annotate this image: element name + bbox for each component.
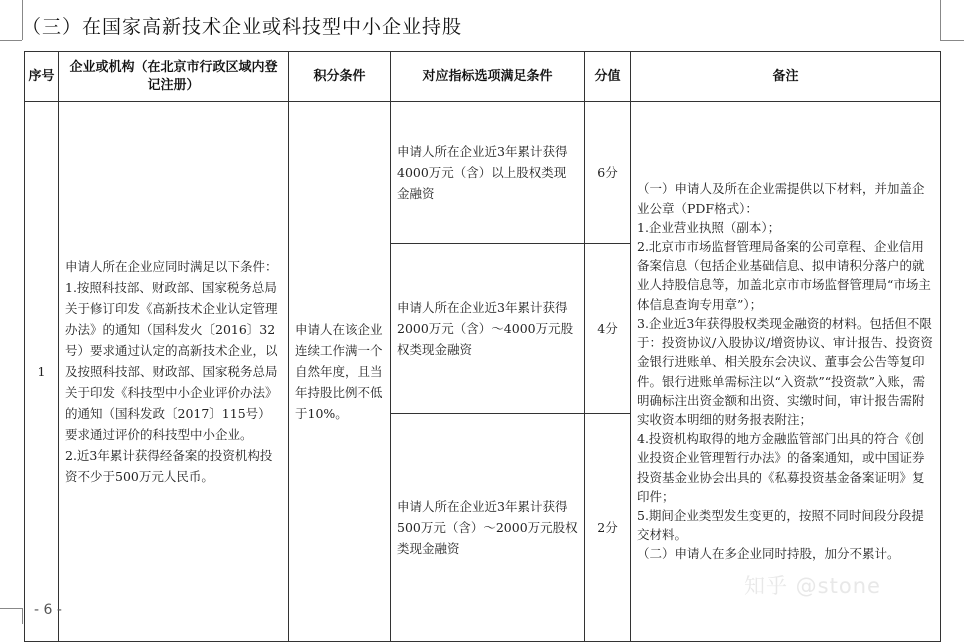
option-condition: 申请人所在企业近3年累计获得4000万元（含）以上股权类现金融资 [391,102,585,244]
crop-mark [940,0,941,40]
remark-line: 2.北京市市场监督管理局备案的公司章程、企业信用备案信息（包括企业基础信息、拟申请积分落户的就业人持股信息等，加盖北京市市场监督管理局“市场主体信息查询专用章”）； [637,239,931,312]
remark-line: 1.企业营业执照（副本）； [637,219,781,235]
remark-line: （二）申请人在多企业同时持股，加分不累计。 [637,546,900,562]
header-points-condition: 积分条件 [289,52,391,102]
remark-line: 3.企业近3年获得股权类现金融资的材料。包括但不限于：投资协议/入股协议/增资协议、审计报告、投资资金银行进账单、相关股东会决议、董事会公告等复印件。银行进账单需标注以“入资款”“投资款”入账，需明确标注出资金额和出资、实缴时间，审计报告需附实收资本明细的财务报表附注； [637,315,933,427]
remark-line: 4.投资机构取得的地方金融监管部门出具的符合《创业投资企业管理暂行办法》的备案通知，或中国证券投资基金业协会出具的《私募投资基金备案证明》复印件； [637,431,925,504]
option-score: 2分 [585,414,631,642]
option-condition: 申请人所在企业近3年累计获得500万元（含）～2000万元股权类现金融资 [391,414,585,642]
points-condition: 申请人在该企业连续工作满一个自然年度，且当年持股比例不低于10%。 [289,102,391,642]
table-header-row [25,52,941,102]
org-requirement-line: 2.近3年累计获得经备案的投资机构投资不少于500万元人民币。 [65,448,273,484]
header-remarks: 备注 [631,52,941,102]
remarks-cell [631,102,941,642]
crop-mark [0,40,22,41]
org-requirements [59,102,289,642]
header-seq: 序号 [25,52,59,102]
remark-line: 5.期间企业类型发生变更的，按照不同时间段分段提交材料。 [637,507,924,543]
org-requirement-line: 1.按照科技部、财政部、国家税务总局关于修订印发《高新技术企业认定管理办法》的通知（国科发火〔2016〕32号）要求通过认定的高新技术企业，以及按照科技部、财政部、国家税务总局关于印发《科技型中小企业评价办法》的通知（国科发政〔2017〕115号）要求通过评价的科技型中小企业。 [65,280,278,442]
option-score: 6分 [585,102,631,244]
row-seq: 1 [25,102,59,642]
header-score: 分值 [585,52,631,102]
header-org: 企业或机构（在北京市行政区域内登记注册） [59,52,289,102]
org-requirement-line: 申请人所在企业应同时满足以下条件： [65,259,278,274]
crop-mark [22,608,23,624]
crop-mark [0,608,22,609]
option-score: 4分 [585,244,631,414]
header-option-condition: 对应指标选项满足条件 [391,52,585,102]
crop-mark [940,40,964,41]
watermark: 知乎 @stone [744,574,881,598]
scoring-table [24,51,941,642]
table-row [25,102,941,244]
section-heading: （三）在国家高新技术企业或科技型中小企业持股 [22,16,463,38]
remark-line: （一）申请人及所在企业需提供以下材料，并加盖企业公章（PDF格式）： [637,181,925,216]
page-number: - 6 - [34,602,62,618]
option-condition: 申请人所在企业近3年累计获得2000万元（含）～4000万元股权类现金融资 [391,244,585,414]
